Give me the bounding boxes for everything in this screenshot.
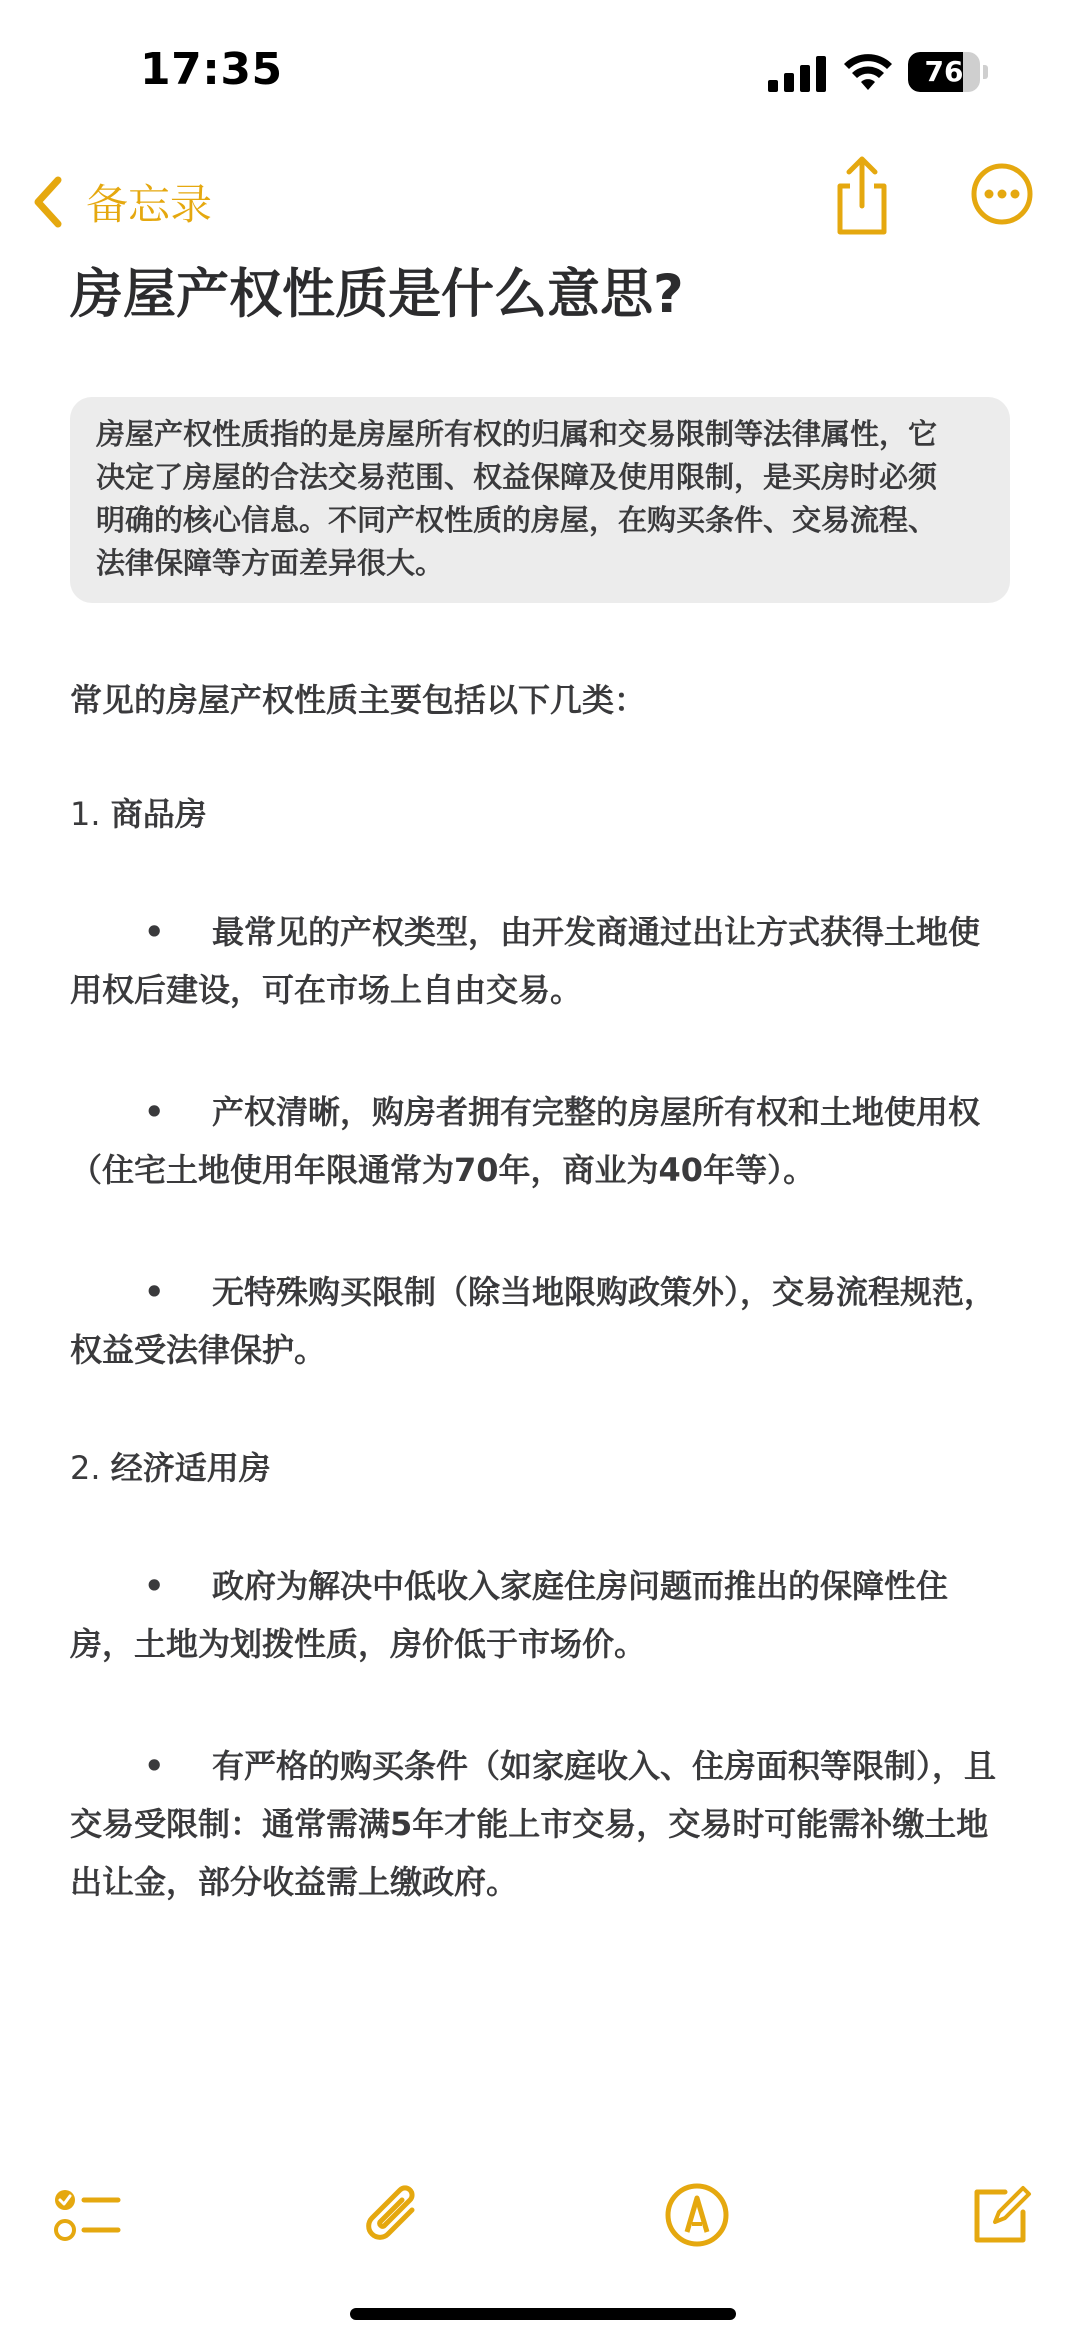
back-button[interactable] [28,162,212,242]
navigation-bar [0,150,1080,260]
bottom-toolbar [0,2170,1080,2260]
section-title: 商品房 [110,795,207,833]
intro-text: 常见的房屋产权性质主要包括以下几类： [70,681,647,719]
wifi-icon [843,52,893,92]
battery-level: 76 [924,55,964,88]
checklist-icon[interactable] [52,2180,122,2250]
paperclip-icon[interactable] [360,2180,430,2250]
section-title: 经济适用房 [110,1449,271,1487]
quote-line: 决定了房屋的合法交易范围、权益保障及使用限制，是买房时必须 [96,460,938,494]
bullet-item [70,1557,1000,1673]
bullet-item [70,1083,1000,1199]
bullet-symbol: • [144,1093,165,1131]
note-body[interactable] [70,255,1020,1911]
home-indicator [350,2308,736,2320]
bullet-text: 政府为解决中低收入家庭住房问题而推出的保障性住房，土地为划拨性质，房价低于市场价。 [70,1567,949,1663]
bullet-symbol: • [144,1567,165,1605]
chevron-left-icon [28,174,68,230]
bullet-item [70,903,1000,1019]
bullet-symbol: • [144,1273,165,1311]
section-number: 1. [70,795,101,833]
section-number: 2. [70,1449,101,1487]
battery-cap [983,65,988,79]
quote-line: 明确的核心信息。不同产权性质的房屋，在购买条件、交易流程、 [96,503,938,537]
bullet-symbol: • [144,1747,165,1785]
more-ellipsis-icon[interactable] [970,162,1034,226]
markup-pen-icon[interactable] [662,2180,732,2250]
note-title: 房屋产权性质是什么意思? [70,264,684,325]
share-icon[interactable] [830,154,894,238]
quote-block [70,397,1010,603]
status-bar [0,0,1080,150]
section-heading [70,1443,1020,1493]
battery-indicator [908,52,988,92]
cellular-signal-icon [768,56,828,92]
back-button-label: 备忘录 [86,180,213,229]
bullet-text: 产权清晰，购房者拥有完整的房屋所有权和土地使用权（住宅土地使用年限通常为70年，商业为40年等）。 [70,1093,981,1189]
bullet-text: 最常见的产权类型，由开发商通过出让方式获得土地使用权后建设，可在市场上自由交易。 [70,913,981,1009]
bullet-item [70,1737,1000,1911]
quote-line: 房屋产权性质指的是房屋所有权的归属和交易限制等法律属性，它 [96,417,938,451]
bullet-item [70,1263,1000,1379]
compose-icon[interactable] [965,2180,1035,2250]
status-time: 17:35 [140,44,283,95]
bullet-text: 无特殊购买限制（除当地限购政策外），交易流程规范，权益受法律保护。 [70,1273,997,1369]
bullet-text: 有严格的购买条件（如家庭收入、住房面积等限制），且交易受限制：通常需满5年才能上市交易，交易时可能需补缴土地出让金，部分收益需上缴政府。 [70,1747,997,1901]
section-heading [70,789,1020,839]
quote-line: 法律保障等方面差异很大。 [96,546,445,580]
bullet-symbol: • [144,913,165,951]
battery-body [908,52,980,92]
